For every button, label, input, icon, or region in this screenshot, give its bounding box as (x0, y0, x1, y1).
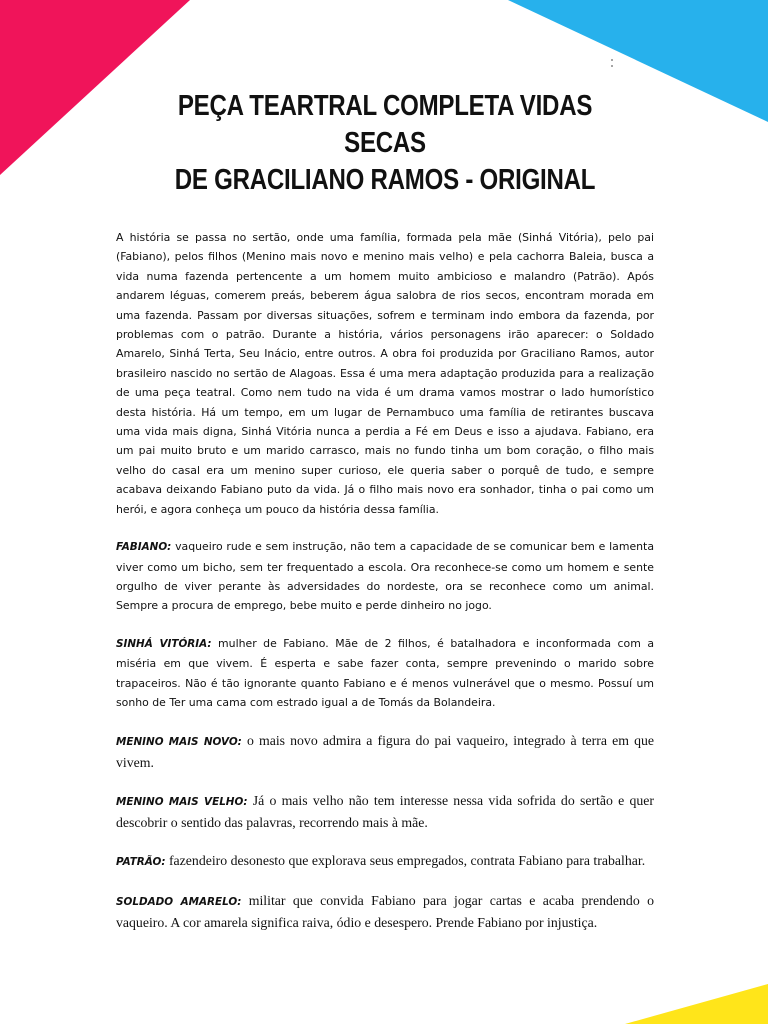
character-menino-mais-velho (116, 791, 654, 832)
character-description: mulher de Fabiano. Mãe de 2 filhos, é batalhadora e inconformada com a miséria em que vivem. É esperta e sabe fazer conta, sempre prevenindo o marido sobre trapaceiros. Não é tão ignorante quanto Fabiano e é menos vulnerável que o mesmo. Possuí um sonho de Ter uma cama com estrado igual a de Tomás da Bolandeira. (116, 636, 654, 709)
character-soldado-amarelo (116, 891, 654, 932)
document-title (162, 88, 609, 199)
character-menino-mais-novo (116, 731, 654, 772)
character-sinha-vitoria (116, 634, 654, 713)
character-name: PATRÃO: (116, 855, 166, 868)
character-description: fazendeiro desonesto que explorava seus empregados, contrata Fabiano para trabalhar. (165, 852, 646, 868)
character-name: SINHÁ VITÓRIA: (116, 637, 212, 650)
intro-paragraph: A história se passa no sertão, onde uma família, formada pela mãe (Sinhá Vitória), pelo pai (Fabiano), pelos filhos (Menino mais novo e menino mais velho) e pela cachorra Baleia, busca a vida numa fazenda pertencente a um homem muito ambicioso e malandro (Patrão). Após andarem léguas, comerem preás, beberem água salobra de rios secos, encontram morada em uma fazenda. Passam por diversas situações, sofrem e terminam indo embora da fazenda, por problemas com o patrão. Durante a história, vários personagens irão aparecer: o Soldado Amarelo, Sinhá Terta, Seu Inácio, entre outros. A obra foi produzida por Graciliano Ramos, autor brasileiro nascido no sertão de Alagoas. Essa é uma mera adaptação produzida para a realização de uma peça teatral. Como nem tudo na vida é um drama vamos mostrar o lado humorístico desta história. Há um tempo, em um lugar de Pernambuco uma família de retirantes buscava uma vida mais digna, Sinhá Vitória nunca a perdia a Fé em Deus e isso a ajudava. Fabiano, era um pai muito bruto e um marido carrasco, mais no fundo tinha um bom coração, o filho mais velho do casal era um menino super curioso, ele queria saber o porquê de tudo, e sempre acabava deixando Fabiano puto da vida. Já o filho mais novo era sonhador, tinha o pai como um herói, e agora conheça um pouco da história dessa família. (116, 231, 654, 516)
character-fabiano (116, 537, 654, 616)
character-name: MENINO MAIS NOVO: (116, 736, 242, 749)
character-description: militar que convida Fabiano para jogar cartas e acaba prendendo o vaqueiro. A cor amarela significa raiva, ódio e desespero. Prende Fabiano por injustiça. (116, 893, 654, 930)
character-patrao (116, 851, 654, 872)
title-line-1: PEÇA TEARTRAL COMPLETA VIDAS SECAS (177, 90, 593, 159)
character-description: o mais novo admira a figura do pai vaqueiro, integrado à terra em que vivem. (116, 733, 654, 770)
yellow-corner-shape (625, 984, 768, 1024)
title-line-2: DE GRACILIANO RAMOS - ORIGINAL (174, 164, 596, 196)
character-description: vaqueiro rude e sem instrução, não tem a capacidade de se comunicar bem e lamenta viver como um bicho, sem ter frequentado a escola. Ora reconhece-se como um homem e sente orgulho de viver perante às adversidades do nordeste, ora se reconhece como um animal. Sempre a procura de emprego, bebe muito e perde dinheiro no jogo. (116, 540, 654, 613)
document-page (116, 88, 654, 946)
character-name: FABIANO: (116, 541, 172, 554)
character-name: SOLDADO AMARELO: (116, 896, 242, 909)
character-name: MENINO MAIS VELHO: (116, 796, 248, 809)
character-description: Já o mais velho não tem interesse nessa vida sofrida do sertão e quer descobrir o sentido das palavras, recorrendo mais à mãe. (116, 793, 654, 830)
